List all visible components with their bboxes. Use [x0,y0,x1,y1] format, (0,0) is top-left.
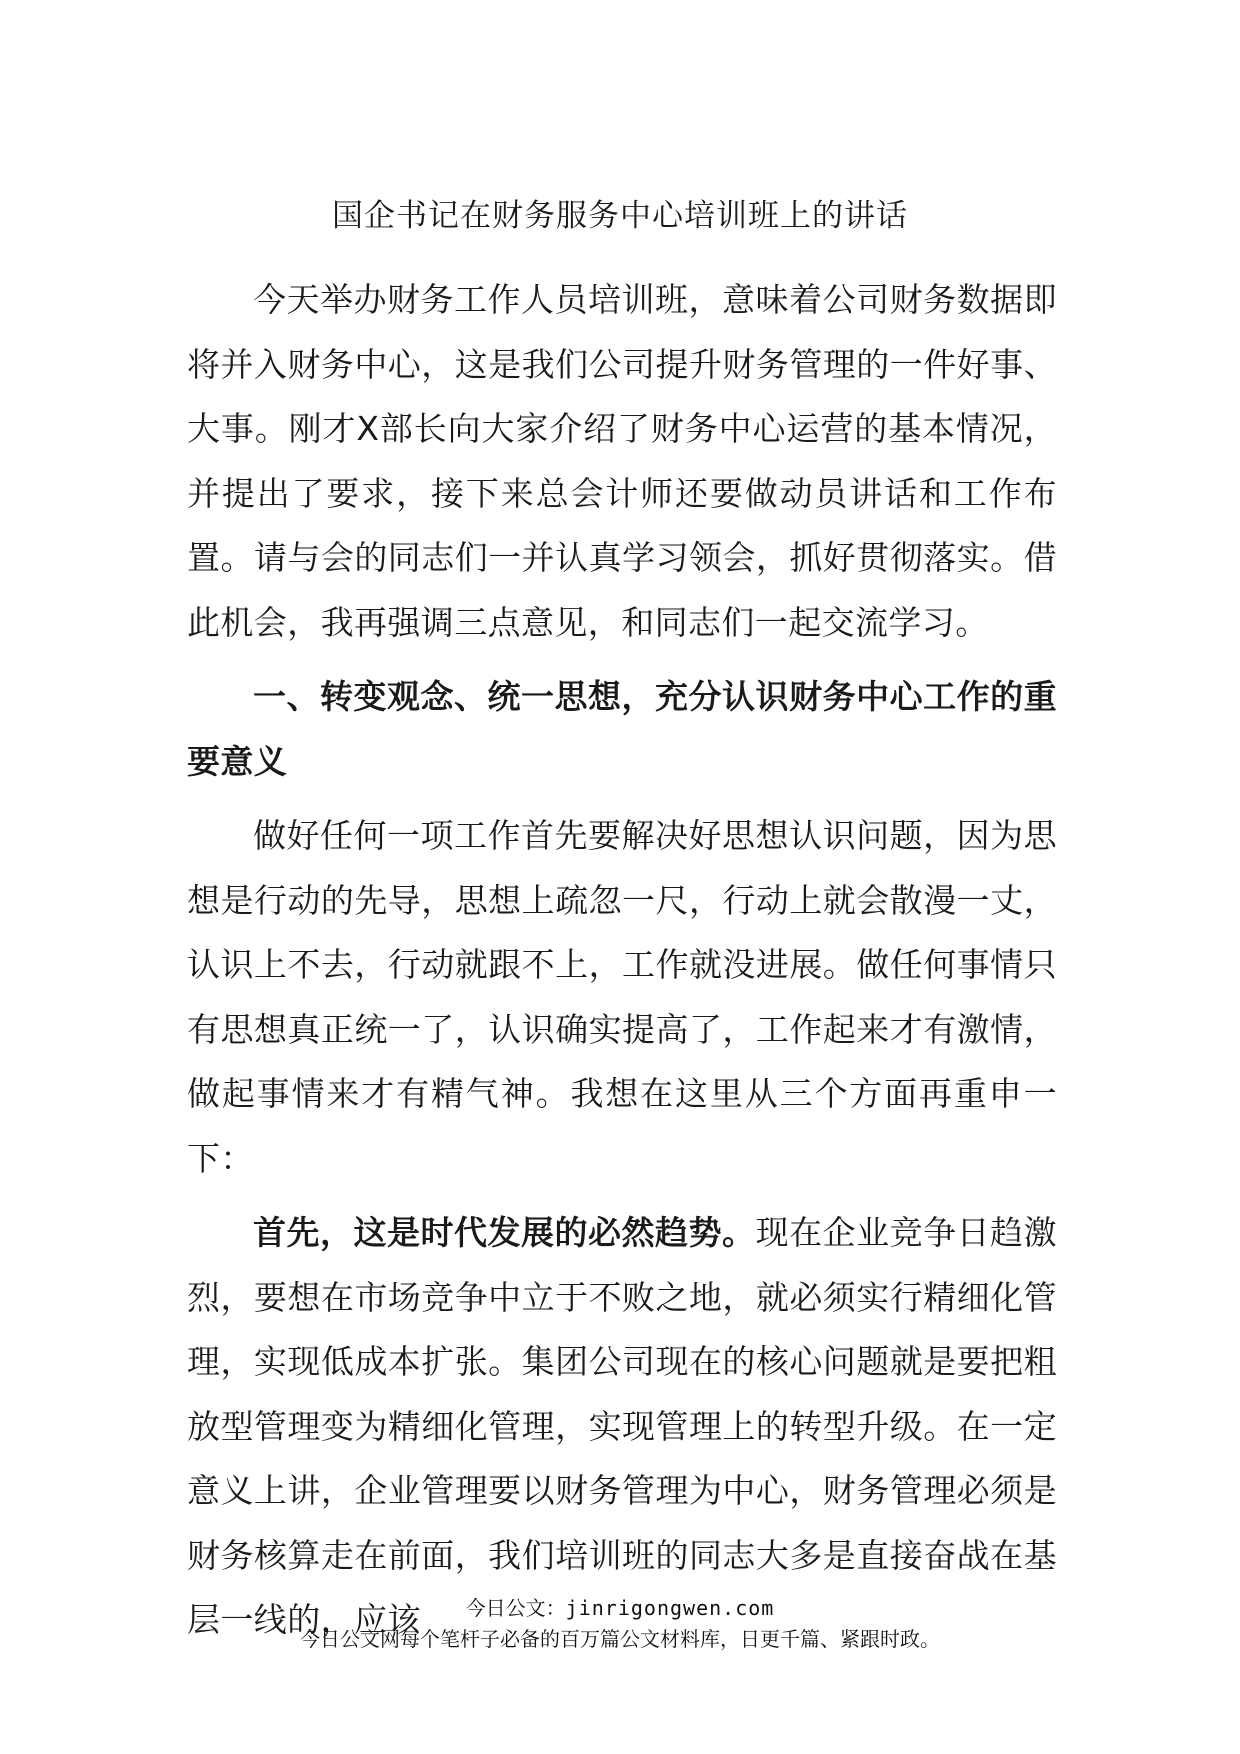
section-heading-1: 一、转变观念、统一思想，充分认识财务中心工作的重要意义 [187,677,1057,781]
paragraph-first-point [187,1201,1057,1653]
footer-slogan: 今日公文网每个笔杆子必备的百万篇公文材料库，日更千篇、紧跟时政。 [300,1627,940,1651]
paragraph-intro [187,268,1057,655]
document-body [187,268,1057,1653]
paragraph-text: 做好任何一项工作首先要解决好思想认识问题，因为思想是行动的先导，思想上疏忽一尺，行动上就会散漫一丈，认识上不去，行动就跟不上，工作就没进展。做任何事情只有思想真正统一了，认识确实提高了，工作起来才有激情，做起事情来才有精气神。我想在这里从三个方面再重申一下： [187,816,1057,1178]
paragraph-text: 现在企业竞争日趋激烈，要想在市场竞争中立于不败之地，就必须实行精细化管理，实现低成本扩张。集团公司现在的核心问题就是要把粗放型管理变为精细化管理，实现管理上的转型升级。在一定意义上讲，企业管理要以财务管理为中心，财务管理必须是财务核算走在前面，我们培训班的同志大多是直接奋战在基层一线的，应该 [187,1213,1057,1639]
paragraph-text: 今天举办财务工作人员培训班，意味着公司财务数据即将并入财务中心，这是我们公司提升财务管理的一件好事、大事。刚才X部长向大家介绍了财务中心运营的基本情况，并提出了要求，接下来总会计师还要做动员讲话和工作布置。请与会的同志们一并认真学习领会，抓好贯彻落实。借此机会，我再强调三点意见，和同志们一起交流学习。 [187,280,1057,642]
document-title: 国企书记在财务服务中心培训班上的讲话 [332,198,908,234]
paragraph-lead-bold: 首先，这是时代发展的必然趋势。 [253,1213,756,1252]
paragraph-thinking [187,804,1057,1191]
footer-site-line [0,1593,1240,1623]
footer-site-label: 今日公文： [465,1596,566,1620]
footer-site-url[interactable]: jinrigongwen.com [565,1596,775,1620]
